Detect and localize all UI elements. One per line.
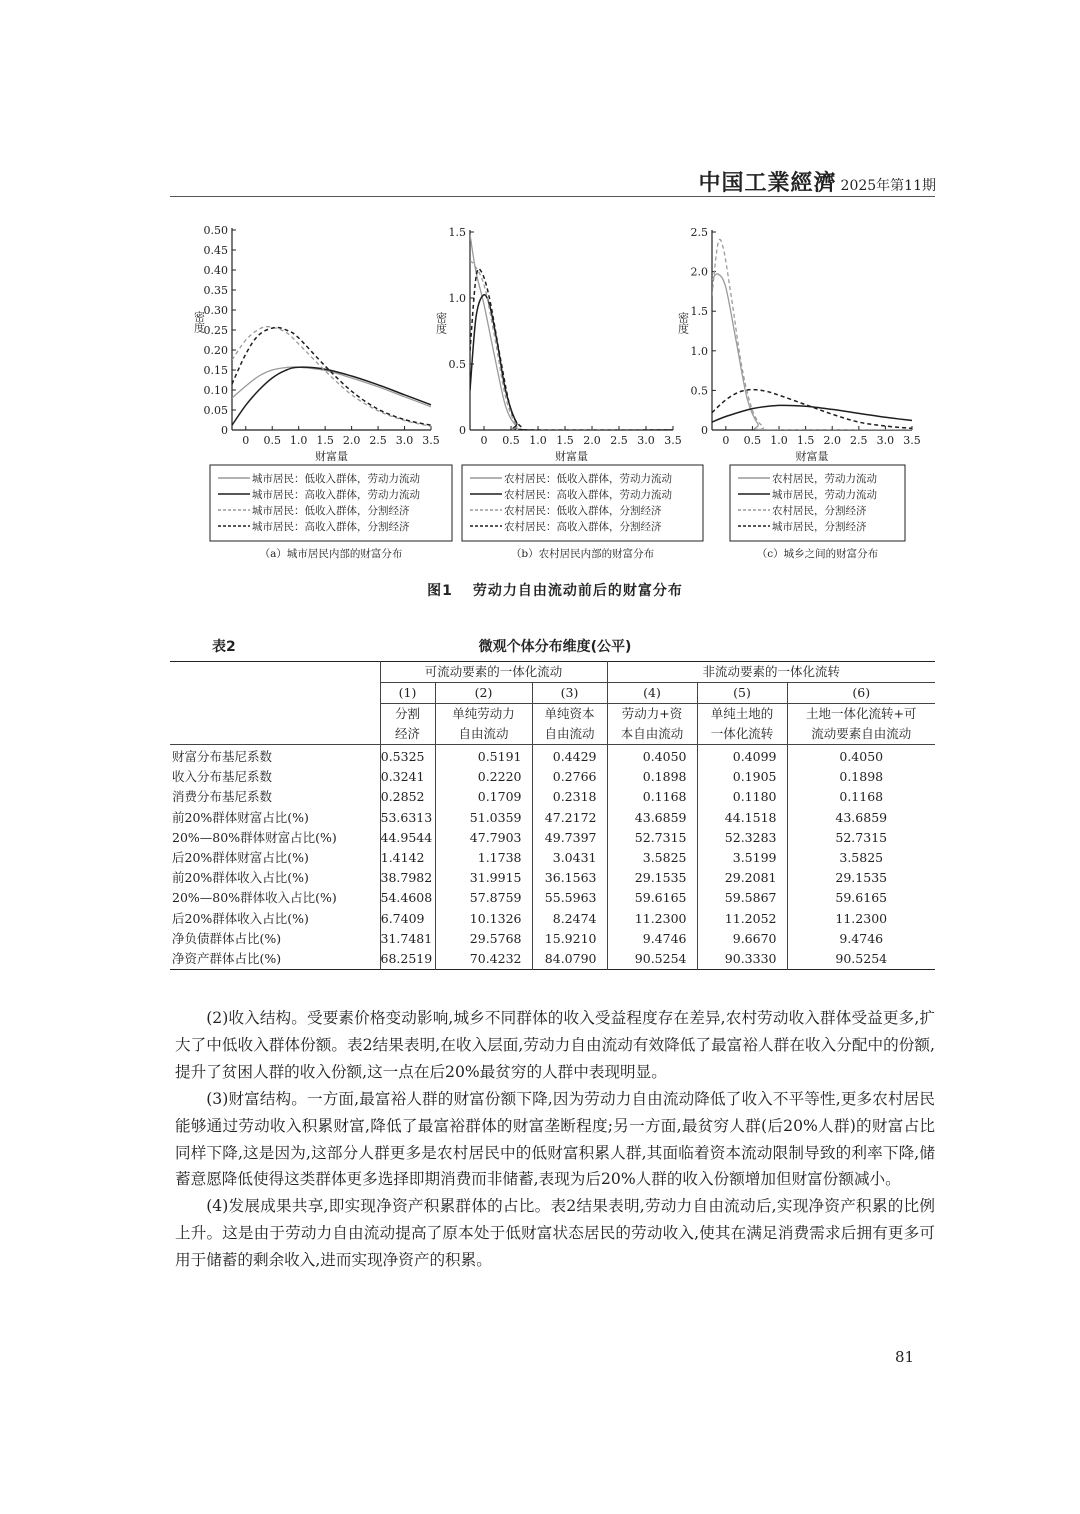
table-cell: 57.8759 xyxy=(435,888,532,908)
column-header xyxy=(697,704,787,745)
table-cell: 70.4232 xyxy=(435,949,532,970)
table-cell: 52.3283 xyxy=(697,828,787,848)
table-cell: 15.9210 xyxy=(532,929,607,949)
table-cell: 0.4429 xyxy=(532,745,607,768)
column-number: (1) xyxy=(380,683,435,704)
table-cell: 0.5325 xyxy=(380,745,435,768)
legend-label: 农村居民：高收入群体，劳动力流动 xyxy=(504,489,672,501)
table-row xyxy=(170,848,935,868)
column-header-line: 分割 xyxy=(394,706,420,721)
y-tick-label: 1.5 xyxy=(690,305,708,319)
table-cell: 11.2052 xyxy=(697,909,787,929)
x-tick-label: 3.5 xyxy=(903,434,921,447)
table-corner xyxy=(170,683,380,704)
table-cell: 0.1905 xyxy=(697,767,787,787)
row-label: 20%—80%群体收入占比(%) xyxy=(172,890,337,906)
legend-label: 农村居民：低收入群体，分割经济 xyxy=(504,505,662,517)
table-cell: 43.6859 xyxy=(607,808,697,828)
table-cell: 29.2081 xyxy=(697,868,787,888)
y-axis-label: 密度 xyxy=(676,312,690,334)
x-tick-label: 1.5 xyxy=(316,434,334,447)
table-cell: 51.0359 xyxy=(435,808,532,828)
body-text xyxy=(175,1005,935,1274)
x-axis-label: 财富量 xyxy=(555,450,588,463)
table-row xyxy=(170,888,935,908)
table-title: 微观个体分布维度(公平) xyxy=(478,639,632,655)
table-cell: 52.7315 xyxy=(607,828,697,848)
legend-label: 城市居民：低收入群体，分割经济 xyxy=(252,505,410,517)
table-cell: 52.7315 xyxy=(787,828,935,848)
y-tick-label: 0.25 xyxy=(203,324,228,337)
x-tick-label: 3.0 xyxy=(637,434,655,447)
paragraph: (2)收入结构。受要素价格变动影响,城乡不同群体的收入受益程度存在差异,农村劳动收入群体受益更多,扩大了中低收入群体份额。表2结果表明,在收入层面,劳动力自由流动有效降低了最富裕人群在收入分配中的份额,提升了贫困人群的收入份额,这一点在后20%最贫穷的人群中表现明显。 xyxy=(175,1009,935,1081)
table-row xyxy=(170,929,935,949)
x-tick-label: 2.0 xyxy=(583,434,601,447)
table-cell: 0.2318 xyxy=(532,787,607,807)
table-cell: 59.6165 xyxy=(787,888,935,908)
row-label: 后20%群体收入占比(%) xyxy=(172,910,309,926)
table-cell: 1.1738 xyxy=(435,848,532,868)
table-cell: 31.9915 xyxy=(435,868,532,888)
y-axis-label: 密度 xyxy=(434,312,448,334)
series-line xyxy=(232,327,431,427)
table-cell: 68.2519 xyxy=(380,949,435,970)
figure-title-text: 劳动力自由流动前后的财富分布 xyxy=(472,583,683,599)
table-cell: 11.2300 xyxy=(787,909,935,929)
column-header-line: 流动要素自由流动 xyxy=(811,726,912,741)
column-header-line: 自由流动 xyxy=(458,726,509,741)
table-cell: 8.2474 xyxy=(532,909,607,929)
column-number: (3) xyxy=(532,683,607,704)
panel-caption: （c）城乡之间的财富分布 xyxy=(756,548,879,560)
table-cell: 29.5768 xyxy=(435,929,532,949)
table-cell: 0.2220 xyxy=(435,767,532,787)
y-tick-label: 0.05 xyxy=(203,404,228,417)
panel-caption: （b）农村居民内部的财富分布 xyxy=(510,548,655,560)
x-tick-label: 1.0 xyxy=(770,434,788,447)
column-header-line: 本自由流动 xyxy=(620,726,684,741)
y-axis-label: 密度 xyxy=(192,311,206,333)
legend-label: 农村居民：高收入群体，分割经济 xyxy=(504,521,662,533)
series-line xyxy=(712,405,912,422)
table-label: 表2 xyxy=(212,639,236,655)
x-tick-label: 1.0 xyxy=(529,434,547,447)
table-cell: 3.0431 xyxy=(532,848,607,868)
table-cell: 53.6313 xyxy=(380,808,435,828)
legend-label: 城市居民：高收入群体，分割经济 xyxy=(252,521,410,533)
table-row xyxy=(170,745,935,768)
table-cell: 0.3241 xyxy=(380,767,435,787)
table-cell: 0.1168 xyxy=(607,787,697,807)
table-cell: 0.4050 xyxy=(607,745,697,768)
column-header-line: 单纯土地的 xyxy=(710,706,774,721)
paragraph: (3)财富结构。一方面,最富裕人群的财富份额下降,因为劳动力自由流动降低了收入不平等性,更多农村居民能够通过劳动收入积累财富,降低了最富裕群体的财富垄断程度;另一方面,最贫穷人群(后20%人群)的财富占比同样下降,这是因为,这部分人群更多是农村居民中的低财富积累人群,其面临着资本流动限制导致的利率下降,储蓄意愿降低使得这类群体更多选择即期消费而非储蓄,表现为后20%人群的收入份额增加但财富份额减小。 xyxy=(175,1089,935,1189)
y-tick-label: 0.10 xyxy=(203,384,228,397)
table-cell: 36.1563 xyxy=(532,868,607,888)
panel-caption: （a）城市居民内部的财富分布 xyxy=(259,548,403,560)
table-cell: 29.1535 xyxy=(787,868,935,888)
table-cell: 0.2852 xyxy=(380,787,435,807)
x-tick-label: 2.5 xyxy=(850,434,868,447)
series-line xyxy=(470,295,673,431)
table-cell: 43.6859 xyxy=(787,808,935,828)
x-tick-label: 0.5 xyxy=(743,434,762,447)
table-cell: 0.1168 xyxy=(787,787,935,807)
column-header-line: 单纯资本 xyxy=(544,706,595,721)
table-cell: 54.4608 xyxy=(380,888,435,908)
table-cell: 0.4050 xyxy=(787,745,935,768)
table-cell: 49.7397 xyxy=(532,828,607,848)
x-tick-label: 2.5 xyxy=(369,434,387,447)
y-tick-label: 0.50 xyxy=(203,224,228,237)
y-tick-label: 0.5 xyxy=(448,358,466,371)
y-tick-label: 2.0 xyxy=(690,265,708,279)
figure-1-charts xyxy=(0,0,1080,575)
y-tick-label: 1.5 xyxy=(448,226,466,239)
chart-panel-b xyxy=(435,226,704,560)
chart-panel-a xyxy=(193,224,453,560)
y-tick-label: 0.20 xyxy=(203,344,228,357)
legend-label: 农村居民，分割经济 xyxy=(772,505,867,517)
table-cell: 31.7481 xyxy=(380,929,435,949)
column-header-line: 经济 xyxy=(394,726,420,741)
column-header xyxy=(435,704,532,745)
row-label: 净负债群体占比(%) xyxy=(172,930,282,946)
row-label: 后20%群体财富占比(%) xyxy=(172,850,309,866)
table-cell: 47.7903 xyxy=(435,828,532,848)
legend-label: 城市居民，劳动力流动 xyxy=(772,489,877,501)
table-cell: 44.9544 xyxy=(380,828,435,848)
legend-label: 农村居民：低收入群体，劳动力流动 xyxy=(504,473,672,485)
y-tick-label: 1.0 xyxy=(448,292,466,305)
table-row xyxy=(170,828,935,848)
series-line xyxy=(470,261,673,430)
table-cell: 55.5963 xyxy=(532,888,607,908)
row-label: 净资产群体占比(%) xyxy=(172,951,282,967)
column-header-line: 一体化流转 xyxy=(710,726,774,741)
table-row xyxy=(170,787,935,807)
legend-label: 城市居民，分割经济 xyxy=(772,521,867,533)
y-tick-label: 0.15 xyxy=(203,364,228,377)
x-tick-label: 0 xyxy=(722,434,730,447)
row-label: 收入分布基尼系数 xyxy=(172,769,273,785)
table-cell: 47.2172 xyxy=(532,808,607,828)
table-cell: 0.1898 xyxy=(787,767,935,787)
column-header xyxy=(607,704,697,745)
column-number: (4) xyxy=(607,683,697,704)
figure-label: 图1 xyxy=(427,583,453,599)
series-line xyxy=(470,235,673,431)
table-cell: 3.5825 xyxy=(787,848,935,868)
page-number: 81 xyxy=(895,1348,915,1366)
y-tick-label: 1.0 xyxy=(690,344,708,358)
series-line xyxy=(712,390,912,429)
table-cell: 38.7982 xyxy=(380,868,435,888)
table-cell: 9.6670 xyxy=(697,929,787,949)
x-tick-label: 1.5 xyxy=(556,434,574,447)
x-axis-label: 财富量 xyxy=(795,450,829,463)
x-tick-label: 2.0 xyxy=(823,434,841,447)
legend-label: 城市居民：低收入群体，劳动力流动 xyxy=(252,473,420,485)
row-label: 20%—80%群体财富占比(%) xyxy=(172,829,337,845)
table-cell: 10.1326 xyxy=(435,909,532,929)
x-tick-label: 0.5 xyxy=(263,434,281,447)
column-header-line: 劳动力+资 xyxy=(621,706,683,721)
table-cell: 0.1709 xyxy=(435,787,532,807)
column-number: (6) xyxy=(787,683,935,704)
table-cell: 11.2300 xyxy=(607,909,697,929)
figure-title xyxy=(170,580,940,600)
x-tick-label: 3.0 xyxy=(395,434,414,447)
table-cell: 3.5199 xyxy=(697,848,787,868)
table-row xyxy=(170,808,935,828)
series-line xyxy=(712,239,912,430)
x-tick-label: 1.5 xyxy=(796,434,815,447)
x-tick-label: 0.5 xyxy=(502,434,520,447)
y-tick-label: 0 xyxy=(221,424,228,437)
row-label: 前20%群体财富占比(%) xyxy=(172,809,309,825)
table-corner xyxy=(170,704,380,745)
table-cell: 90.3330 xyxy=(697,949,787,970)
y-tick-label: 0.35 xyxy=(203,284,228,297)
table-cell: 0.5191 xyxy=(435,745,532,768)
table-row xyxy=(170,767,935,787)
column-number: (5) xyxy=(697,683,787,704)
table-cell: 84.0790 xyxy=(532,949,607,970)
row-label: 消费分布基尼系数 xyxy=(172,789,273,805)
chart-panel-c xyxy=(677,226,921,560)
y-tick-label: 0 xyxy=(459,424,466,437)
x-tick-label: 2.5 xyxy=(610,434,628,447)
table-corner xyxy=(170,662,380,683)
journal-issue: 2025年第11期 xyxy=(840,178,936,194)
x-tick-label: 0 xyxy=(480,434,488,447)
table-cell: 9.4746 xyxy=(607,929,697,949)
table-cell: 6.7409 xyxy=(380,909,435,929)
group-header: 非流动要素的一体化流转 xyxy=(607,662,935,683)
table-row xyxy=(170,868,935,888)
column-header-line: 单纯劳动力 xyxy=(452,706,515,721)
table-cell: 3.5825 xyxy=(607,848,697,868)
column-header xyxy=(380,704,435,745)
table-cell: 59.5867 xyxy=(697,888,787,908)
x-tick-label: 1.0 xyxy=(289,434,308,447)
table-cell: 0.1180 xyxy=(697,787,787,807)
row-label: 前20%群体收入占比(%) xyxy=(172,870,309,886)
column-header-line: 自由流动 xyxy=(544,726,595,741)
table-cell: 90.5254 xyxy=(787,949,935,970)
table-row xyxy=(170,909,935,929)
x-tick-label: 2.0 xyxy=(342,434,361,447)
table-cell: 90.5254 xyxy=(607,949,697,970)
table-cell: 9.4746 xyxy=(787,929,935,949)
table-cell: 0.4099 xyxy=(697,745,787,768)
y-tick-label: 0.5 xyxy=(690,384,708,398)
x-tick-label: 3.5 xyxy=(664,434,682,447)
legend-label: 城市居民：高收入群体，劳动力流动 xyxy=(252,489,420,501)
table-cell: 29.1535 xyxy=(607,868,697,888)
x-axis-label: 财富量 xyxy=(315,450,348,463)
table-cell: 1.4142 xyxy=(380,848,435,868)
table-cell: 0.1898 xyxy=(607,767,697,787)
paragraph: (4)发展成果共享,即实现净资产积累群体的占比。表2结果表明,劳动力自由流动后,实现净资产积累的比例上升。这是由于劳动力自由流动提高了原本处于低财富状态居民的劳动收入,使其在满足消费需求后拥有更多可用于储蓄的剩余收入,进而实现净资产的积累。 xyxy=(175,1197,935,1270)
column-header xyxy=(787,704,935,745)
x-tick-label: 3.5 xyxy=(422,434,440,447)
group-header: 可流动要素的一体化流动 xyxy=(380,662,607,683)
table-cell: 0.2766 xyxy=(532,767,607,787)
y-tick-label: 0 xyxy=(701,424,708,437)
y-tick-label: 0.30 xyxy=(203,304,228,317)
series-line xyxy=(470,269,673,431)
table-2 xyxy=(170,661,935,970)
table-row xyxy=(170,949,935,970)
x-tick-label: 3.0 xyxy=(876,434,895,447)
table-cell: 44.1518 xyxy=(697,808,787,828)
legend-label: 农村居民，劳动力流动 xyxy=(772,473,877,485)
y-tick-label: 0.40 xyxy=(203,264,228,277)
row-label: 财富分布基尼系数 xyxy=(172,749,273,764)
y-tick-label: 2.5 xyxy=(690,226,708,239)
column-number: (2) xyxy=(435,683,532,704)
journal-name: 中国工業經濟 xyxy=(698,171,837,196)
column-header xyxy=(532,704,607,745)
y-tick-label: 0.45 xyxy=(203,244,228,257)
x-tick-label: 0 xyxy=(242,434,250,447)
table-cell: 59.6165 xyxy=(607,888,697,908)
column-header-line: 土地一体化流转+可 xyxy=(806,706,917,721)
